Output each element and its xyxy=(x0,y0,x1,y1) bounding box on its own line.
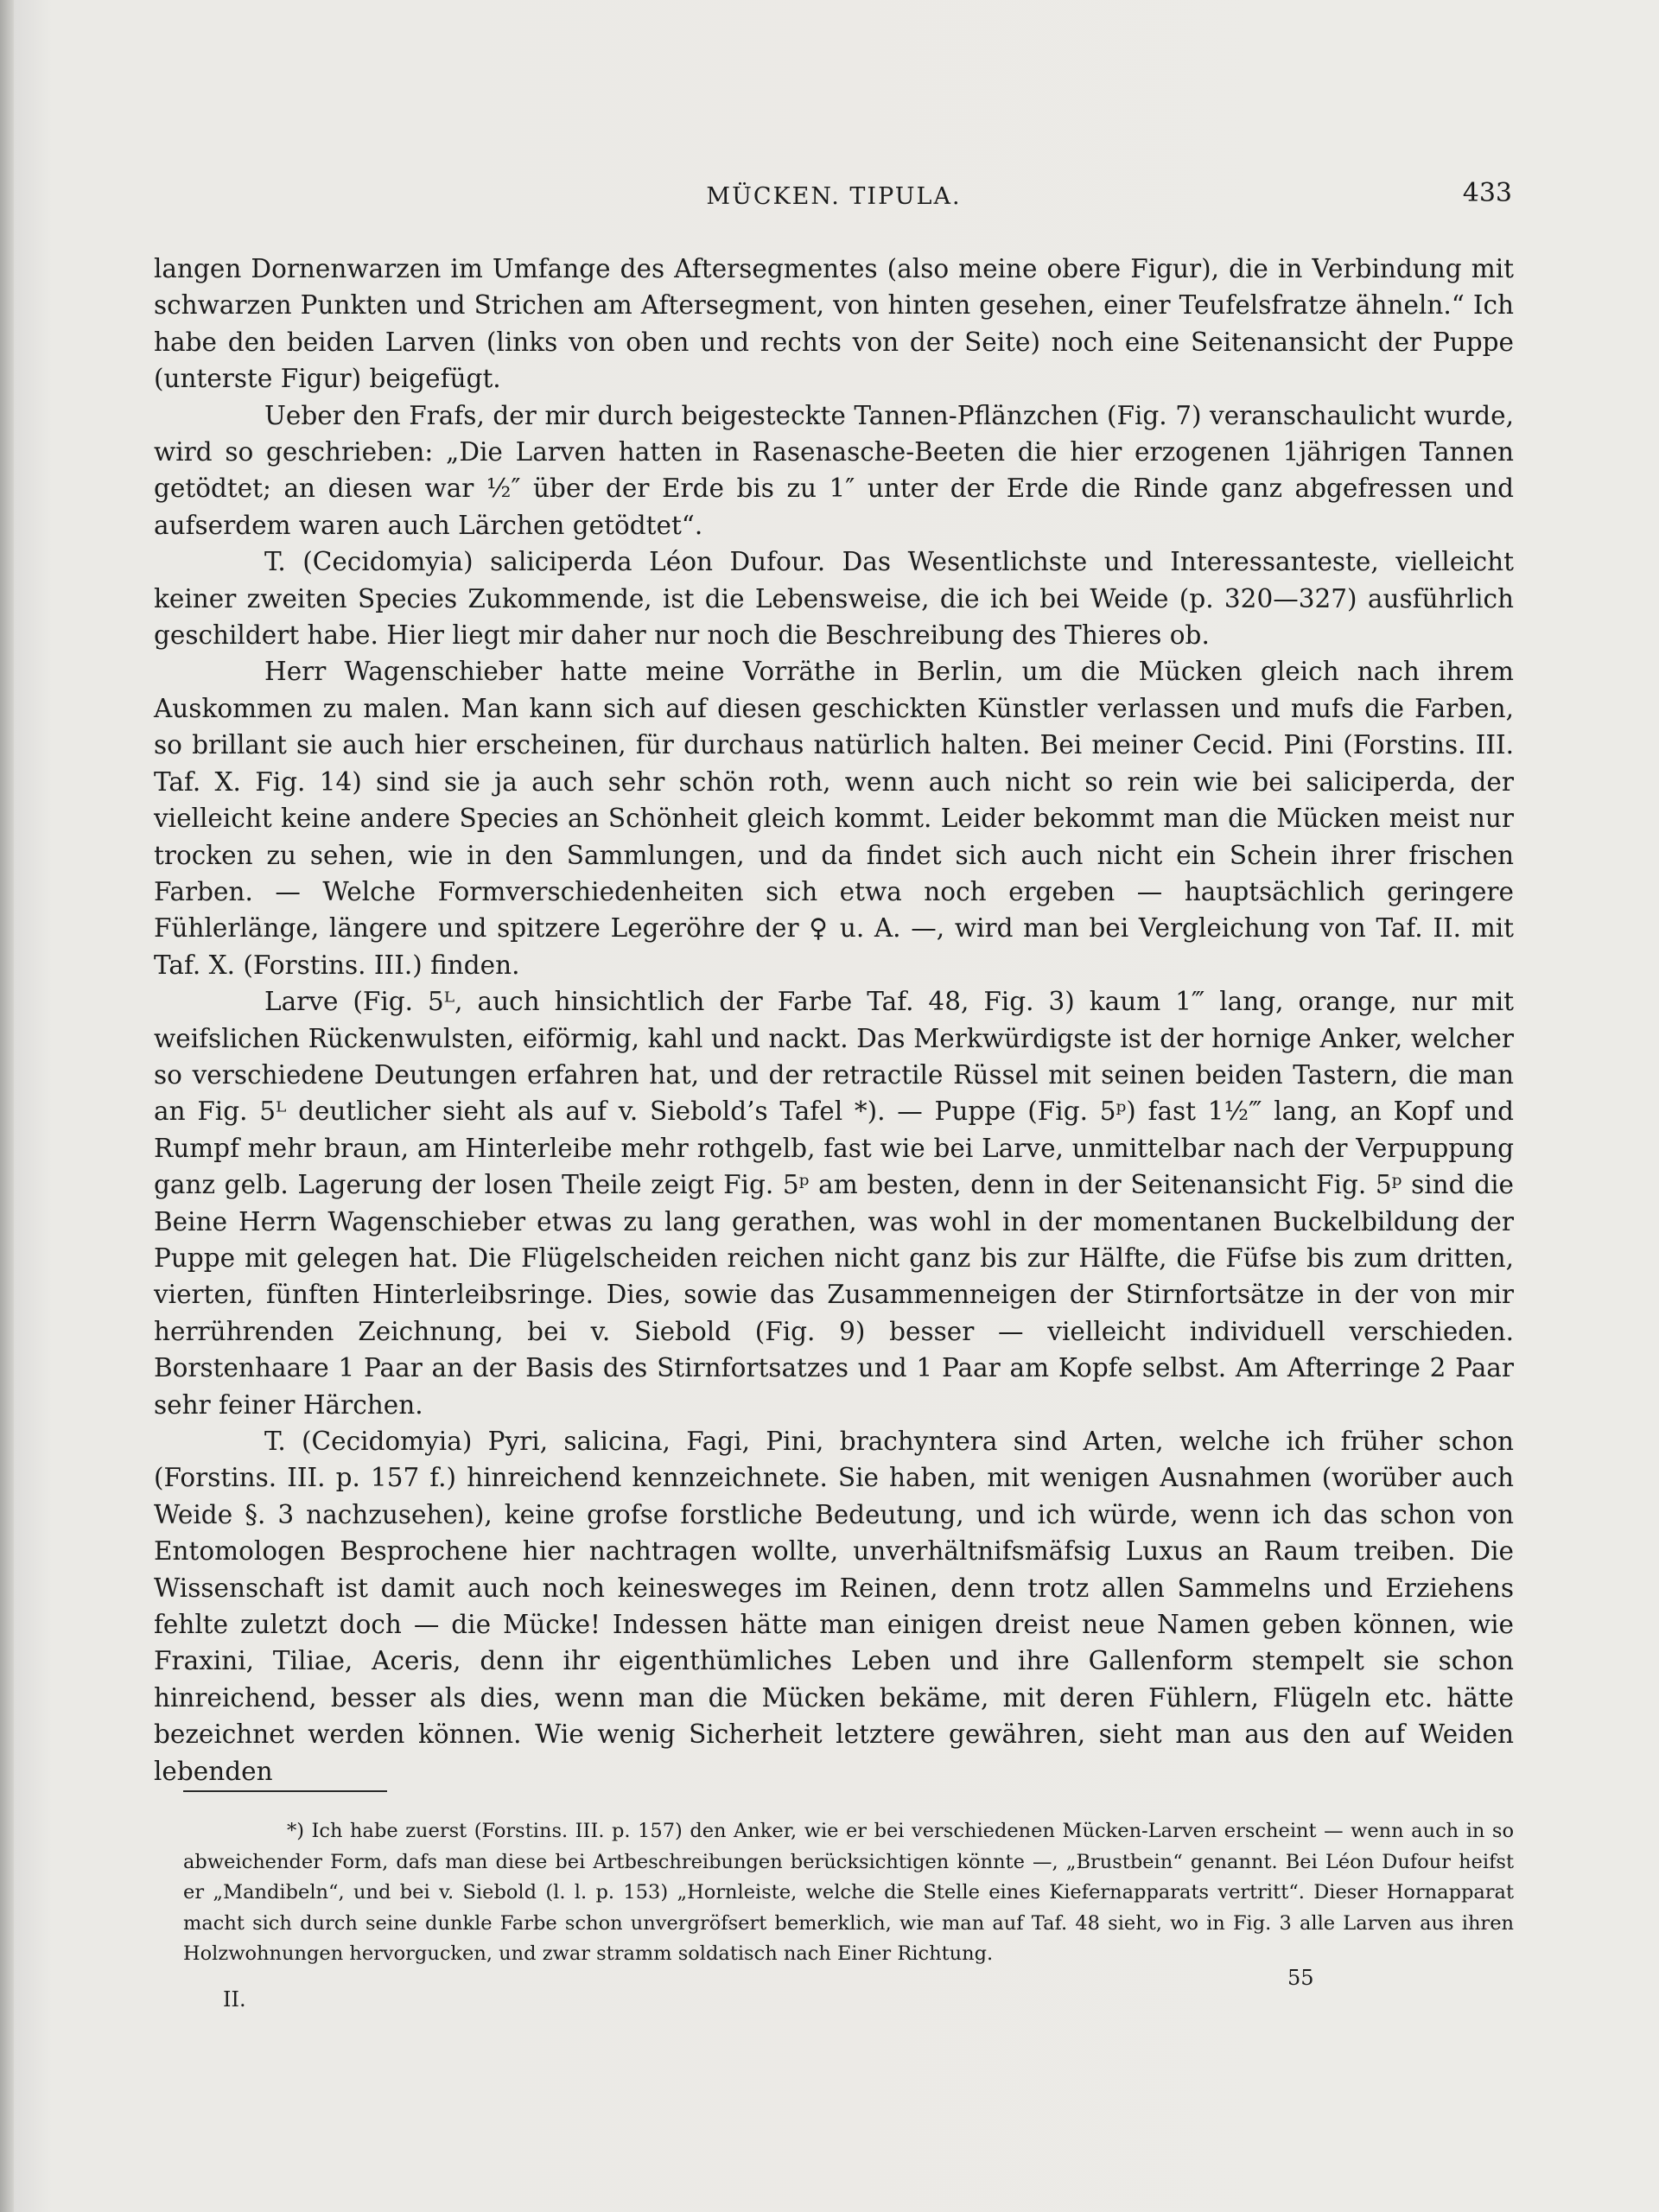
binding-edge xyxy=(0,0,14,2212)
footnote-divider xyxy=(183,1790,387,1792)
paragraph-3: T. (Cecidomyia) saliciperda Léon Dufour. Das Wesentlichste und Interessanteste, vielleicht keiner zweiten Species Zukommende, ist die Lebensweise, die ich bei Weide (p. 320—327) ausführlich geschildert habe. Hier liegt mir daher nur noch die Beschreibung des Thieres ob. xyxy=(154,547,1514,651)
running-title: MÜCKEN. TIPULA. xyxy=(706,183,962,210)
footnote-text: *) Ich habe zuerst (Forstins. III. p. 157) den Anker, wie er bei verschiedenen Mücken-Larven erscheint — wenn auch in so abweichender Form, dafs man diese bei Artbeschreibungen berücksichtigen könnte —, „Brustbein“ genannt. Bei Léon Dufour heifst er „Mandibeln“, und bei v. Siebold (l. l. p. 153) „Hornleiste, welche die Stelle eines Kiefernapparats vertritt“. Dieser Hornapparat macht sich durch seine dunkle Farbe schon unvergröfsert bemerklich, wie man auf Taf. 48 sieht, wo in Fig. 3 alle Larven aus ihren Holzwohnungen hervorgucken, und zwar stramm soldatisch nach Einer Richtung. xyxy=(183,1820,1514,1965)
page-header xyxy=(156,178,1512,218)
paragraph-1: langen Dornenwarzen im Umfange des Aftersegmentes (also meine obere Figur), die in Verbindung mit schwarzen Punkten und Strichen am Aftersegment, von hinten gesehen, einer Teufelsfratze ähneln.“ Ich habe den beiden Larven (links von oben und rechts von der Seite) noch eine Seitenansicht der Puppe (unterste Figur) beigefügt. xyxy=(154,254,1514,394)
signature-number: 55 xyxy=(1287,1966,1314,1990)
page-number: 433 xyxy=(1462,178,1512,208)
body-text xyxy=(154,251,1514,1789)
paragraph-4: Herr Wagenschieber hatte meine Vorräthe in Berlin, um die Mücken gleich nach ihrem Auskommen zu malen. Man kann sich auf diesen geschickten Künstler verlassen und mufs die Farben, so brillant sie auch hier erscheinen, für durchaus natürlich halten. Bei meiner Cecid. Pini (Forstins. III. Taf. X. Fig. 14) sind sie ja auch sehr schön roth, wenn auch nicht so rein wie bei saliciperda, der vielleicht keine andere Species an Schönheit gleich kommt. Leider bekommt man die Mücken meist nur trocken zu sehen, wie in den Sammlungen, und da findet sich auch nicht ein Schein ihrer frischen Farben. — Welche Formverschiedenheiten sich etwa noch ergeben — hauptsächlich geringere Fühlerlänge, längere und spitzere Legeröhre der ♀ u. A. —, wird man bei Vergleichung von Taf. II. mit Taf. X. (Forstins. III.) finden. xyxy=(154,657,1514,980)
paragraph-6: T. (Cecidomyia) Pyri, salicina, Fagi, Pini, brachyntera sind Arten, welche ich früher schon (Forstins. III. p. 157 f.) hinreichend kennzeichnete. Sie haben, mit wenigen Ausnahmen (worüber auch Weide §. 3 nachzusehen), keine grofse forstliche Bedeutung, und ich würde, wenn ich das schon von Entomologen Besprochene hier nachtragen wollte, unverhältnifsmäfsig Luxus an Raum treiben. Die Wissenschaft ist damit auch noch keinesweges im Reinen, denn trotz allen Sammelns und Erziehens fehlte zuletzt doch — die Mücke! Indessen hätte man einigen dreist neue Namen geben können, wie Fraxini, Tiliae, Aceris, denn ihr eigenthümliches Leben und ihre Gallenform stempelt sie schon hinreichend, besser als dies, wenn man die Mücken bekäme, mit deren Fühlern, Flügeln etc. hätte bezeichnet werden können. Wie wenig Sicherheit letztere gewähren, sieht man aus den auf Weiden lebenden xyxy=(154,1427,1514,1786)
paragraph-5: Larve (Fig. 5ᴸ, auch hinsichtlich der Farbe Taf. 48, Fig. 3) kaum 1‴ lang, orange, nur mit weifslichen Rückenwulsten, eiförmig, kahl und nackt. Das Merkwürdigste ist der hornige Anker, welcher so verschiedene Deutungen erfahren hat, und der retractile Rüssel mit seinen beiden Tastern, die man an Fig. 5ᴸ deutlicher sieht als auf v. Siebold’s Tafel *). — Puppe (Fig. 5ᵖ) fast 1½‴ lang, an Kopf und Rumpf mehr braun, am Hinterleibe mehr rothgelb, fast wie bei Larve, unmittelbar nach der Verpuppung ganz gelb. Lagerung der losen Theile zeigt Fig. 5ᵖ am besten, denn in der Seitenansicht Fig. 5ᵖ sind die Beine Herrn Wagenschieber etwas zu lang gerathen, was wohl in der momentanen Buckelbildung der Puppe mit gelegen hat. Die Flügelscheiden reichen nicht ganz bis zur Hälfte, die Füfse bis zum dritten, vierten, fünften Hinterleibsringe. Dies, sowie das Zusammenneigen der Stirnfortsätze in der von mir herrührenden Zeichnung, bei v. Siebold (Fig. 9) besser — vielleicht individuell verschieden. Borstenhaare 1 Paar an der Basis des Stirnfortsatzes und 1 Paar am Kopfe selbst. Am Afterringe 2 Paar sehr feiner Härchen. xyxy=(154,987,1514,1420)
footnote xyxy=(183,1816,1514,1970)
paragraph-2: Ueber den Frafs, der mir durch beigesteckte Tannen-Pflänzchen (Fig. 7) veranschaulicht wurde, wird so geschrieben: „Die Larven hatten in Rasenasche-Beeten die hier erzogenen 1jährigen Tannen getödtet; an diesen war ½″ über der Erde bis zu 1″ unter der Erde die Rinde ganz abgefressen und aufserdem waren auch Lärchen getödtet“. xyxy=(154,400,1514,540)
signature-roman: II. xyxy=(223,1987,246,2012)
